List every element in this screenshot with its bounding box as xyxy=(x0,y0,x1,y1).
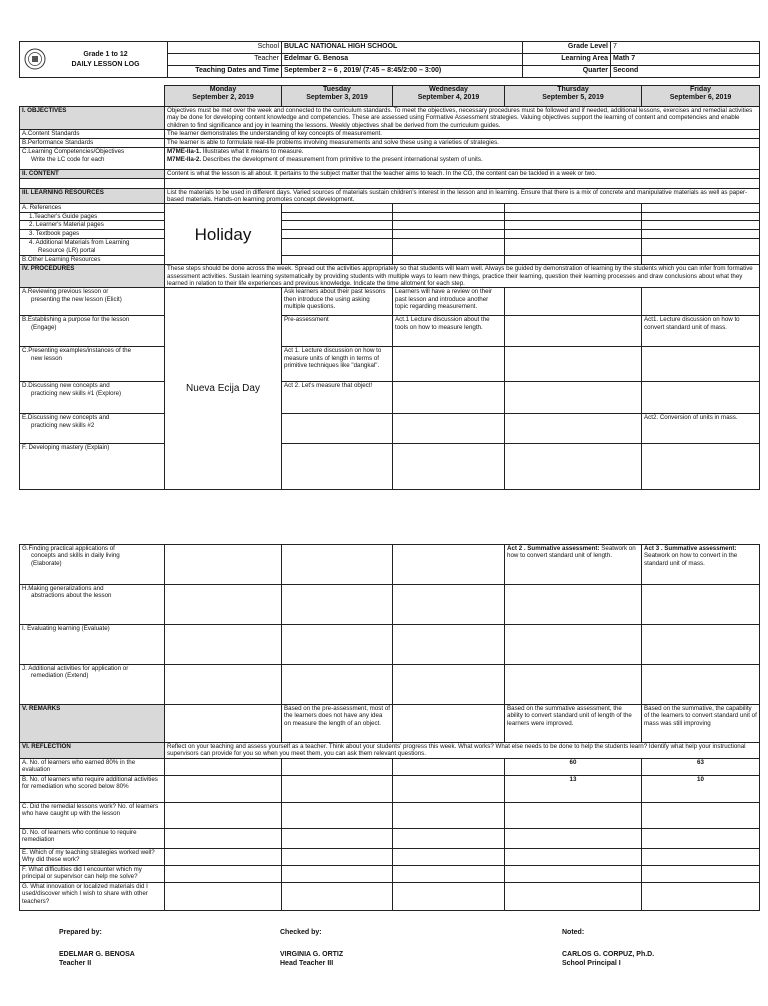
competencies-value: M7ME-IIa-1. Illustrates what it means to measure. M7ME-IIa-2. Describes the development of measurement from primitive to the present international system of units. xyxy=(165,148,760,170)
procedure-g-friday: Act 3 . Summative assessment: Seatwork on how to convert in the standard unit of mass. xyxy=(642,545,760,585)
day-header-thursday: Thursday September 5, 2019 xyxy=(505,86,642,107)
procedure-c-tuesday: Act 1. Lecture discussion on how to measure units of length in terms of primitive techniques like "dangkal". xyxy=(282,347,393,382)
header-table xyxy=(19,41,760,78)
teacher-label: Teacher xyxy=(168,54,282,66)
noted-by-name: CARLOS G. CORPUZ, Ph.D. xyxy=(562,951,655,958)
checked-by-title: Head Teacher III xyxy=(280,960,334,967)
quarter-label: Quarter xyxy=(523,66,611,78)
noted-by-block xyxy=(562,928,654,968)
prepared-by-name: EDELMAR G. BENOSA xyxy=(59,951,135,958)
form-title-cell xyxy=(20,42,168,78)
procedure-g-label: G.Finding practical applications of concepts and skills in daily living (Elaborate) xyxy=(20,545,165,585)
reflection-heading: VI. REFLECTION xyxy=(20,743,165,759)
performance-standards-label: B.Performance Standards xyxy=(20,139,165,148)
day-header-friday: Friday September 6, 2019 xyxy=(642,86,760,107)
form-title-line-1: Grade 1 to 12 xyxy=(83,50,128,58)
resources-heading: III. LEARNING RESOURCES xyxy=(20,188,165,204)
procedure-d-tuesday: Act 2. Let's measure that object! xyxy=(282,382,393,414)
procedure-h-label: H.Making generalizations and abstractions about the lesson xyxy=(20,585,165,625)
teachers-guide-label: 1.Teacher's Guide pages xyxy=(20,212,165,220)
procedure-c-label: C.Presenting examples/instances of the new lesson xyxy=(20,347,165,382)
reflection-c-label: C. Did the remedial lessons work? No. of learners who have caught up with the lesson xyxy=(20,802,165,828)
noted-by-title: School Principal I xyxy=(562,960,621,967)
procedure-g-thursday: Act 2 . Summative assessment: Seatwork on how to convert standard unit of length. xyxy=(505,545,642,585)
school-label: School xyxy=(168,42,282,54)
procedure-a-wednesday: Learners will have a review on their past lesson and introduce another topic regarding measurement. xyxy=(393,288,505,316)
checked-by-block xyxy=(280,928,343,968)
noted-by-label: Noted: xyxy=(562,929,585,936)
procedures-note: These steps should be done across the week. Spread out the activities appropriately so that students will learn well. Always be guided by demonstration of learning by the students which you can infer from formative assessment activities. Sustain learning systematically by providing students with multiple ways to learn new things, practice their learning, question their learning processes and draw conclusions about what they learned in relation to their life experiences and previous knowledge. Indicate the time allotment for each step. xyxy=(165,265,760,288)
lesson-table-page-2 xyxy=(19,544,760,911)
procedure-b-tuesday: Pre-assessment xyxy=(282,316,393,347)
teacher-value: Edelmar G. Benosa xyxy=(282,54,523,66)
learners-material-label: 2. Learner's Material pages xyxy=(20,221,165,230)
reflection-a-friday: 63 xyxy=(642,758,760,775)
day-header-tuesday: Tuesday September 3, 2019 xyxy=(282,86,393,107)
form-title-line-2: DAILY LESSON LOG xyxy=(71,60,140,68)
content-heading: II. CONTENT xyxy=(20,170,165,178)
procedure-j-label: J. Additional activities for application or remediation (Extend) xyxy=(20,665,165,705)
procedure-b-wednesday: Act.1 Lecture discussion about the tools on how to measure length. xyxy=(393,316,505,347)
procedure-i-label: I. Evaluating learning (Evaluate) xyxy=(20,625,165,665)
grade-label: Grade Level xyxy=(523,42,611,54)
area-label: Learning Area xyxy=(523,54,611,66)
reflection-g-label: G. What innovation or localized materials did I used/discover which I wish to share with other teachers? xyxy=(20,882,165,910)
monday-holiday: Holiday xyxy=(165,204,282,265)
procedure-b-friday: Act1. Lecture discussion on how to convert standard unit of mass. xyxy=(642,316,760,347)
school-value: BULAC NATIONAL HIGH SCHOOL xyxy=(282,42,523,54)
reflection-note: Reflect on your teaching and assess yourself as a teacher. Think about your students' progress this week. What works? What else needs to be done to help the students learn? Identify what help your instructional supervisors can provide for you so when you meet them, you can ask them relevant questions. xyxy=(165,743,760,759)
procedure-a-tuesday: Ask learners about their past lessons then introduce the using asking multiple questions. xyxy=(282,288,393,316)
references-label: A. References xyxy=(20,204,165,212)
procedure-b-label: B.Establishing a purpose for the lesson (Engage) xyxy=(20,316,165,347)
performance-standards-value: The learner is able to formulate real-life problems involving measurements and solve these using a varieties of strategies. xyxy=(165,139,760,148)
content-note: Content is what the lesson is all about. It pertains to the subject matter that the teacher aims to teach. In the CG, the content can be tackled in a week or two. xyxy=(165,170,760,178)
reflection-a-thursday: 60 xyxy=(505,758,642,775)
day-header-monday: Monday September 2, 2019 xyxy=(165,86,282,107)
lesson-table-page-1 xyxy=(19,85,760,490)
deped-seal-icon xyxy=(24,48,46,70)
resources-note: List the materials to be used in different days. Varied sources of materials sustain children's interest in the lesson and in learning. Ensure that there is a mix of concrete and manipulative materials as well as paper-based materials. Hands-on learning promotes concept development. xyxy=(165,188,760,204)
reflection-b-friday: 10 xyxy=(642,775,760,802)
area-value: Math 7 xyxy=(611,54,760,66)
procedure-e-friday: Act2. Conversion of units in mass. xyxy=(642,414,760,444)
competencies-label: C.Learning Competencies/Objectives Write the LC code for each xyxy=(20,148,165,170)
checked-by-name: VIRGINIA G. ORTIZ xyxy=(280,951,344,958)
reflection-b-label: B. No. of learners who require additional activities for remediation who scored below 80% xyxy=(20,775,165,802)
day-header-wednesday: Wednesday September 4, 2019 xyxy=(393,86,505,107)
remarks-heading: V. REMARKS xyxy=(20,705,165,743)
content-standards-label: A.Content Standards xyxy=(20,130,165,139)
reflection-a-label: A. No. of learners who earned 80% in the evaluation xyxy=(20,758,165,775)
quarter-value: Second xyxy=(611,66,760,78)
remarks-tuesday: Based on the pre-assessment, most of the learners does not have any idea on measure the length of an object. xyxy=(282,705,393,743)
procedures-heading: IV. PROCEDURES xyxy=(20,265,165,288)
reflection-b-thursday: 13 xyxy=(505,775,642,802)
procedure-e-label: E.Discussing new concepts and practicing new skills #2 xyxy=(20,414,165,444)
monday-nueva-ecija-day: Nueva Ecija Day xyxy=(165,288,282,490)
procedure-f-label: F. Developing mastery (Explain) xyxy=(20,444,165,490)
dates-label: Teaching Dates and Time xyxy=(168,66,282,78)
grade-value: 7 xyxy=(611,42,760,54)
objectives-heading: I. OBJECTIVES xyxy=(20,107,165,130)
remarks-friday: Based on the summative, the capability of the learners to convert standard unit of mass was still improving xyxy=(642,705,760,743)
procedure-d-label: D.Discussing new concepts and practicing new skills #1 (Explore) xyxy=(20,382,165,414)
other-resources-label: B.Other Learning Resources xyxy=(20,256,165,265)
prepared-by-label: Prepared by: xyxy=(59,929,102,936)
procedure-a-label: A.Reviewing previous lesson or presenting the new lesson (Elicit) xyxy=(20,288,165,316)
prepared-by-block xyxy=(59,928,135,968)
checked-by-label: Checked by: xyxy=(280,929,322,936)
textbook-label: 3. Textbook pages xyxy=(20,230,165,239)
prepared-by-title: Teacher II xyxy=(59,960,92,967)
content-standards-value: The learner demonstrates the understanding of key concepts of measurement. xyxy=(165,130,760,139)
additional-materials-label: 4. Additional Materials from Learning Resource (LR) portal xyxy=(20,239,165,256)
reflection-e-label: E. Which of my teaching strategies worked well? Why did these work? xyxy=(20,848,165,865)
objectives-note: Objectives must be met over the week and connected to the curriculum standards. To meet the objectives, necessary procedures must be followed and if needed, additional lessons, exercises and remedial activities may be done for developing content knowledge and competencies. These are assessed using Formative Assessment strategies. Valuing objectives support the learning of content and competencies and enable children to find significance and joy in learning the lessons. Weekly objectives shall be derived from the curriculum guides. xyxy=(165,107,760,130)
dates-value: September 2 – 6 , 2019/ (7:45 – 8:45/2:00 – 3:00) xyxy=(282,66,523,78)
remarks-thursday: Based on the summative assessment, the ability to convert standard unit of length of the learners were improved. xyxy=(505,705,642,743)
reflection-f-label: F. What difficulties did I encounter which my principal or supervisor can help me solve? xyxy=(20,865,165,882)
reflection-d-label: D. No. of learners who continue to require remediation xyxy=(20,828,165,848)
